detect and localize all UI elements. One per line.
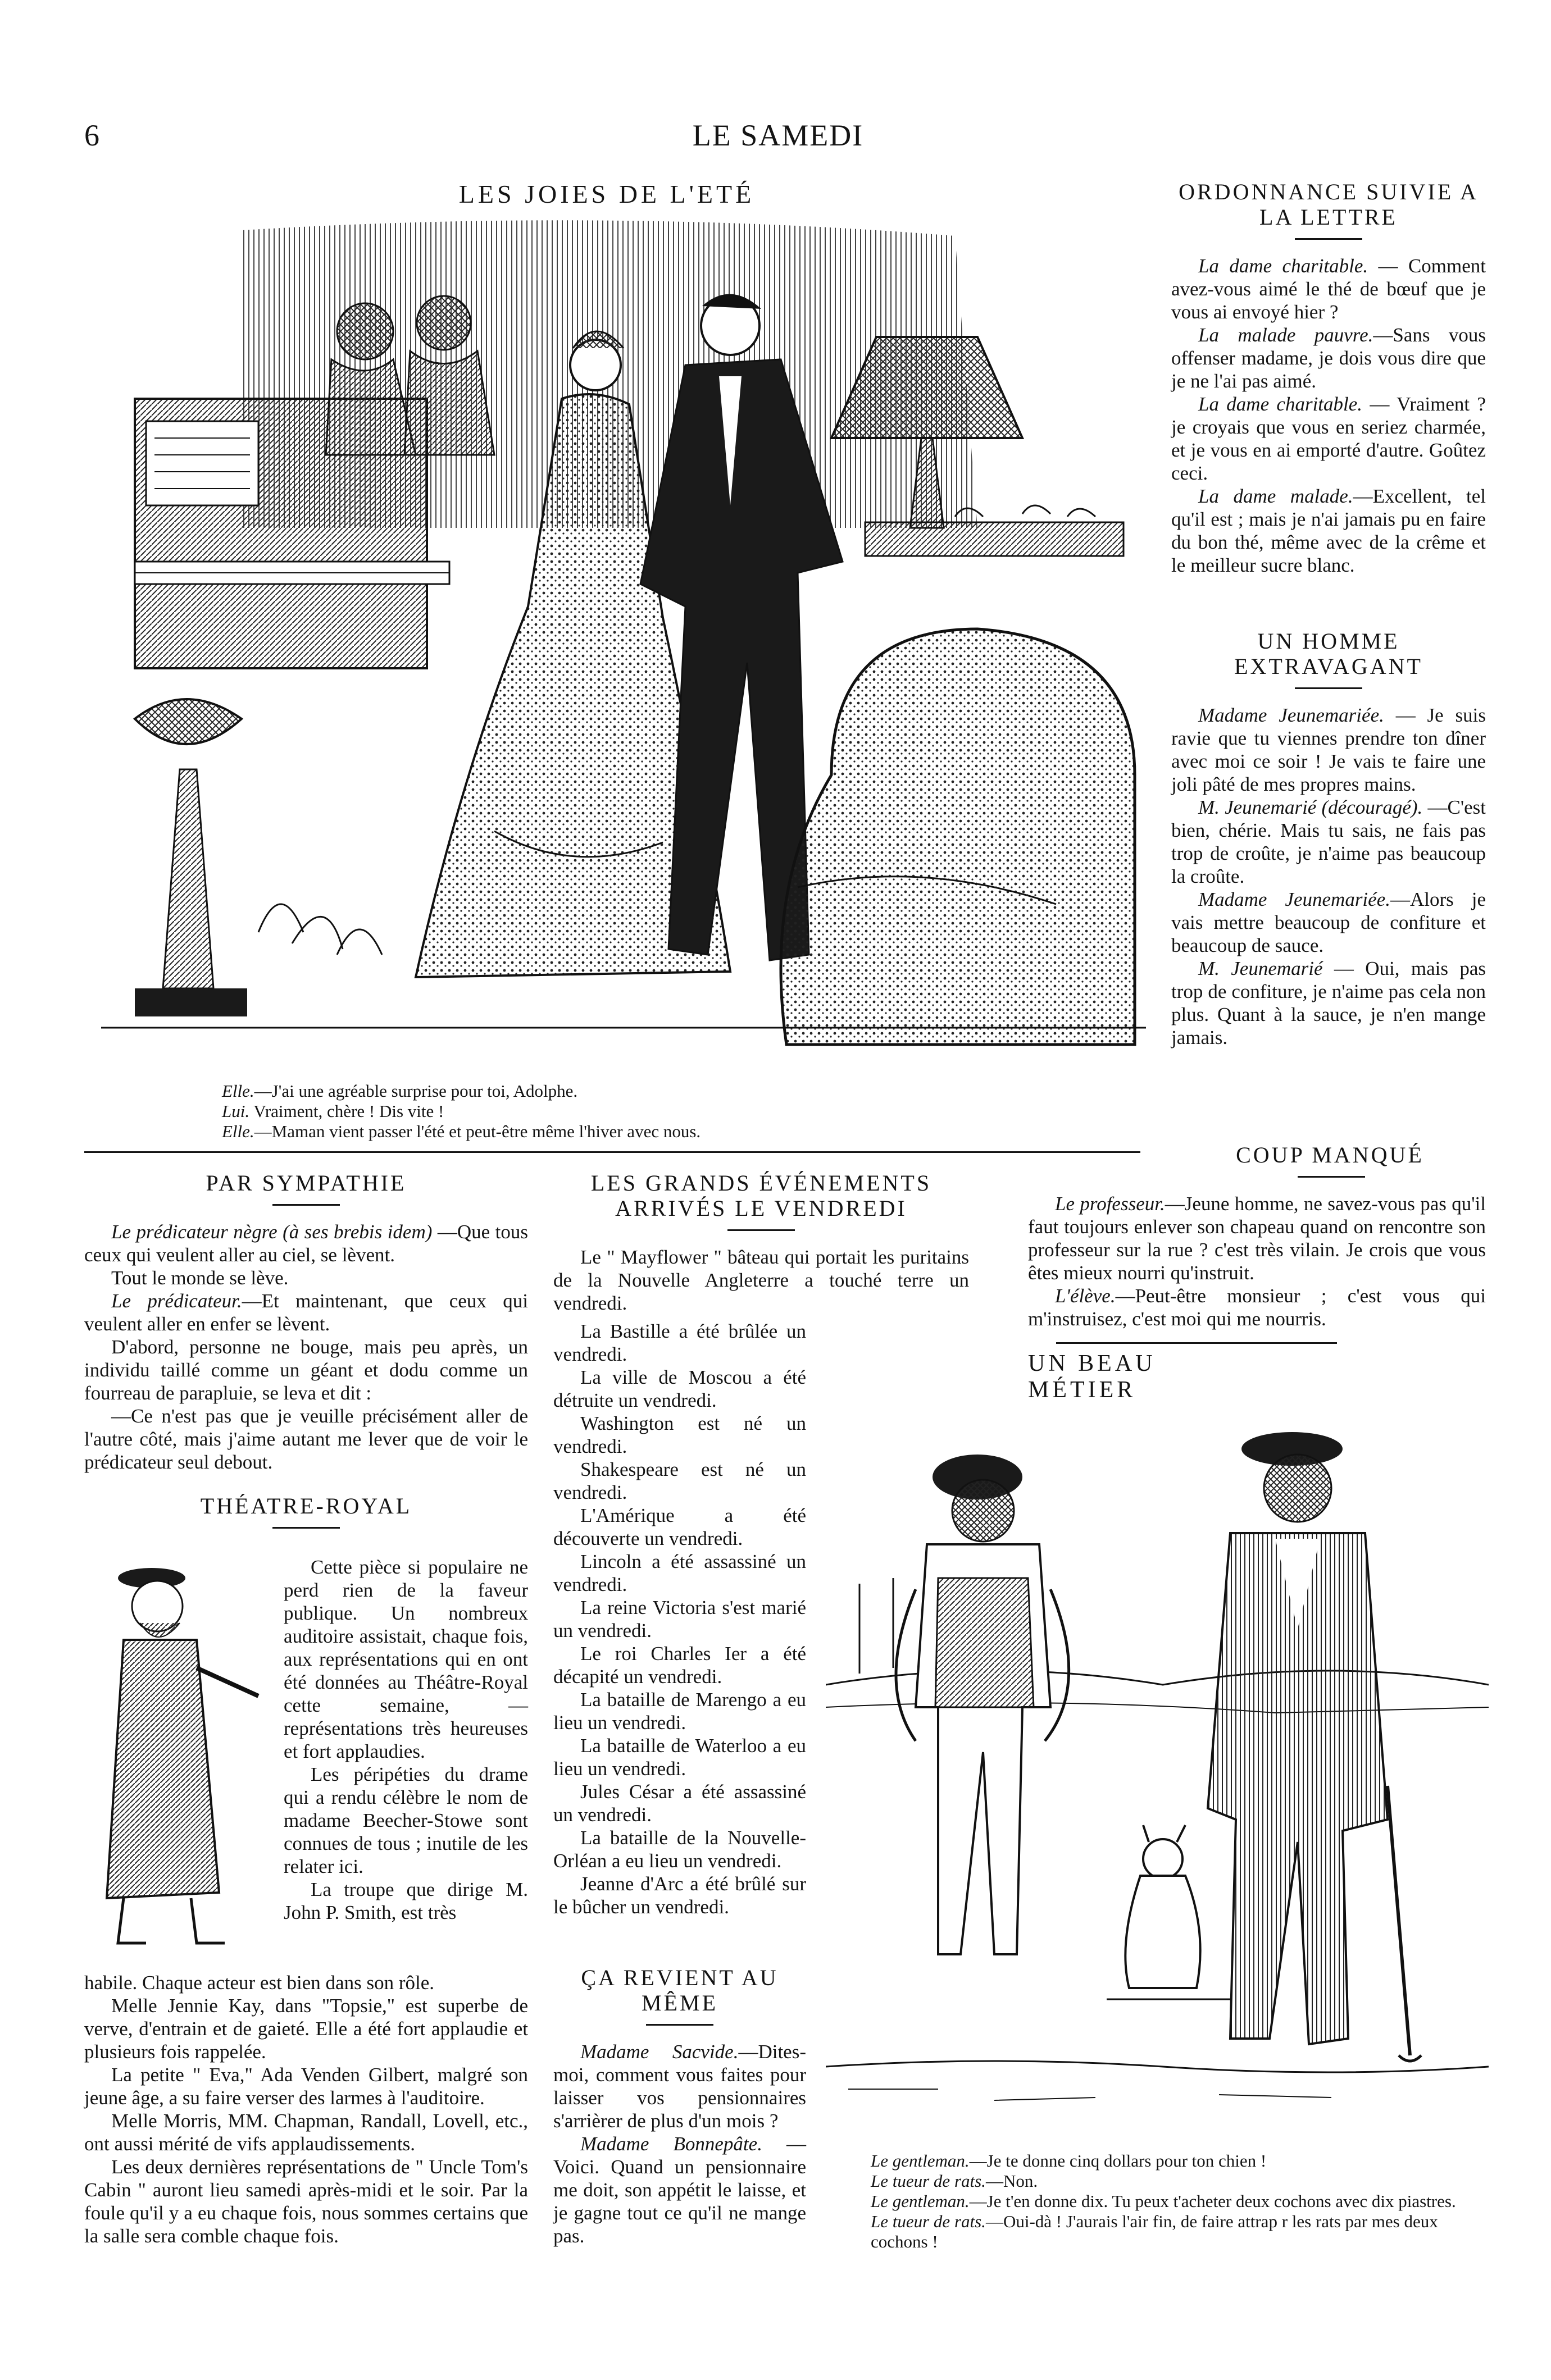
list-item: La bataille de la Nouvelle-Orléan a eu lieu un vendredi.	[553, 1827, 806, 1872]
caption-line: Le gentleman.—Je t'en donne dix. Tu peux t'acheter deux cochons avec dix piastres.	[871, 2191, 1456, 2211]
coup-title: COUP MANQUÉ	[1236, 1142, 1424, 1168]
caption-line: Le tueur de rats.—Non.	[871, 2171, 1038, 2191]
title-rule	[272, 1204, 340, 1206]
caption-line: Le gentleman.—Je te donne cinq dollars pour ton chien !	[871, 2151, 1267, 2171]
newspaper-title: LE SAMEDI	[692, 118, 864, 152]
section-divider	[84, 1151, 1140, 1153]
section-divider	[1056, 1342, 1337, 1344]
preacher-illustration	[84, 1556, 270, 1960]
paragraph: M. Jeunemarié (découragé). —C'est bien, chérie. Mais tu sais, ne fais pas trop de croûte, je n'aime pas beaucoup la croûte.	[1171, 796, 1486, 887]
evenements-narrow-text	[553, 1320, 806, 1918]
paragraph: Le " Mayflower " bâteau qui portait les puritains de la Nouvelle Angleterre a touché terre un vendredi.	[553, 1246, 969, 1314]
list-item: Jules César a été assassiné un vendredi.	[553, 1781, 806, 1826]
list-item: Shakespeare est né un vendredi.	[553, 1458, 806, 1503]
paragraph: Madame Sacvide.—Dites-moi, comment vous faites pour laisser vos pensionnaires s'arrièrer de plus d'un mois ?	[553, 2040, 806, 2132]
revient-title: ÇA REVIENT AU MÊME	[581, 1965, 779, 2016]
metier-title: UN BEAU MÉTIER	[1028, 1351, 1156, 1403]
title-rule	[272, 1527, 340, 1529]
paragraph: Madame Bonnepâte. — Voici. Quand un pensionnaire me doit, son appétit le laisse, et je gagne tout ce qu'il ne mange pas.	[553, 2132, 807, 2247]
homme-title: UN HOMME EXTRAVAGANT	[1234, 628, 1423, 679]
main-illustration-caption	[222, 1081, 1177, 1142]
homme-article	[1171, 629, 1486, 1049]
evenements-title: LES GRANDS ÉVÉNEMENTS ARRIVÉS LE VENDREDI	[590, 1170, 932, 1221]
main-illustration	[101, 213, 1146, 1067]
caption-line: Lui. Vraiment, chère ! Dis vite !	[222, 1101, 444, 1121]
paragraph: Madame Jeunemariée. — Je suis ravie que tu viennes prendre ton dîner avec moi ce soir ! Je vais te faire une joli pâté de mes propres mains.	[1171, 704, 1486, 795]
paragraph: Madame Jeunemariée.—Alors je vais mettre beaucoup de confiture et beaucoup de sauce.	[1171, 888, 1486, 956]
title-rule	[727, 1229, 795, 1231]
paragraph: Les deux dernières représentations de " Uncle Tom's Cabin " auront lieu samedi après-midi et le soir. Par la foule qu'il y a eu chaque fois, nous sommes certains que la salle sera comble chaque fois.	[84, 2156, 528, 2247]
ordonnance-title: ORDONNANCE SUIVIE A LA LETTRE	[1179, 179, 1479, 230]
list-item: La Bastille a été brûlée un vendredi.	[553, 1320, 806, 1365]
paragraph: Le prédicateur.—Et maintenant, que ceux qui veulent aller en enfer se lèvent.	[84, 1289, 528, 1335]
coup-article	[1028, 1143, 1486, 1330]
theatre-wide-text	[84, 1971, 528, 2247]
paragraph: La troupe que dirige M. John P. Smith, est très	[284, 1879, 528, 1923]
metier-illustration	[826, 1393, 1489, 2140]
list-item: La bataille de Marengo a eu lieu un vendredi.	[553, 1689, 806, 1734]
list-item: La bataille de Waterloo a eu lieu un vendredi.	[553, 1735, 806, 1780]
paragraph: L'élève.—Peut-être monsieur ; c'est vous qui m'instruisez, c'est moi qui me nourris.	[1028, 1284, 1486, 1330]
paragraph: Tout le monde se lève.	[111, 1266, 289, 1289]
paragraph: Cette pièce si populaire ne perd rien de la faveur publique. Un nombreux auditoire assistait, chaque fois, aux représentations qui en ont été données au Théâtre-Royal cette semaine, — représentations très heureuses et fort applaudies.	[284, 1556, 528, 1762]
list-item: Le roi Charles Ier a été décapité un vendredi.	[553, 1643, 806, 1688]
revient-article	[553, 1966, 806, 2247]
evenements-article	[553, 1171, 969, 1315]
list-item: La reine Victoria s'est marié un vendredi.	[553, 1597, 806, 1642]
paragraph: La petite " Eva," Ada Venden Gilbert, malgré son jeune âge, a su faire verser des larmes à l'auditoire.	[84, 2064, 528, 2109]
paragraph: La dame charitable. — Vraiment ? je croyais que vous en seriez charmée, et je vous en ai emporté d'autre. Goûtez ceci.	[1171, 393, 1486, 484]
paragraph: Le professeur.—Jeune homme, ne savez-vous pas qu'il faut toujours enlever son chapeau quand on rencontre son professeur sur la rue ? c'est très vilain. Je crois que vous êtes mieux nourri qu'instruit.	[1028, 1192, 1486, 1284]
paragraph: La dame malade.—Excellent, tel qu'il est ; mais je n'ai jamais pu en faire du bon thé, même avec de la crême et le meilleur sucre blanc.	[1171, 485, 1486, 576]
paragraph: —Ce n'est pas que je veuille précisément aller de l'autre côté, mais j'aime autant me lever que de voir le prédicateur seul debout.	[84, 1405, 528, 1473]
paragraph: habile. Chaque acteur est bien dans son rôle.	[84, 1972, 434, 1994]
caption-line: Elle.—J'ai une agréable surprise pour toi, Adolphe.	[222, 1081, 578, 1101]
title-rule	[1298, 1176, 1365, 1178]
title-rule	[1295, 238, 1362, 240]
paragraph: Les péripéties du drame qui a rendu célèbre le nom de madame Beecher-Stowe sont connues de tous ; inutile de les relater ici.	[284, 1763, 528, 1877]
main-illustration-title: LES JOIES DE L'ETÉ	[458, 180, 755, 208]
paragraph: M. Jeunemarié — Oui, mais pas trop de confiture, je n'aime pas cela non plus. Quant à la sauce, je n'en mange jamais.	[1171, 957, 1486, 1048]
list-item: Washington est né un vendredi.	[553, 1412, 806, 1457]
sympathie-title: PAR SYMPATHIE	[206, 1170, 407, 1196]
caption-line: Elle.—Maman vient passer l'été et peut-être même l'hiver avec nous.	[222, 1121, 701, 1141]
metier-caption	[871, 2151, 1483, 2252]
sympathie-article	[84, 1171, 528, 1543]
paragraph: La malade pauvre.—Sans vous offenser madame, je dois vous dire que je ne l'ai pas aimé.	[1171, 323, 1486, 392]
paragraph: Melle Morris, MM. Chapman, Randall, Lovell, etc., ont aussi mérité de vifs applaudissements.	[84, 2110, 528, 2155]
ordonnance-article	[1171, 180, 1486, 577]
list-item: Lincoln a été assassiné un vendredi.	[553, 1551, 806, 1595]
title-rule	[1295, 687, 1362, 689]
paragraph: Melle Jennie Kay, dans "Topsie," est superbe de verve, d'entrain et de gaieté. Elle a été fort applaudie et plusieurs fois rappelée.	[84, 1995, 528, 2063]
page-number: 6	[84, 118, 101, 152]
list-item: L'Amérique a été découverte un vendredi.	[553, 1504, 806, 1549]
list-item: Jeanne d'Arc a été brûlé sur le bûcher un vendredi.	[553, 1873, 806, 1918]
theatre-title: THÉATRE-ROYAL	[200, 1493, 412, 1519]
paragraph: D'abord, personne ne bouge, mais peu après, un individu taillé comme un géant et dodu comme un fourreau de parapluie, se leva et dit :	[84, 1335, 528, 1404]
title-rule	[646, 2024, 713, 2026]
theatre-narrow-text	[284, 1556, 528, 1924]
list-item: La ville de Moscou a été détruite un vendredi.	[553, 1366, 806, 1411]
paragraph: Le prédicateur nègre (à ses brebis idem) —Que tous ceux qui veulent aller au ciel, se lèvent.	[84, 1220, 529, 1266]
paragraph: La dame charitable. — Comment avez-vous aimé le thé de bœuf que je vous ai envoyé hier ?	[1171, 254, 1486, 323]
caption-line: Le tueur de rats.—Oui-dà ! J'aurais l'air fin, de faire attrap r les rats par mes deux cochons !	[871, 2212, 1438, 2251]
